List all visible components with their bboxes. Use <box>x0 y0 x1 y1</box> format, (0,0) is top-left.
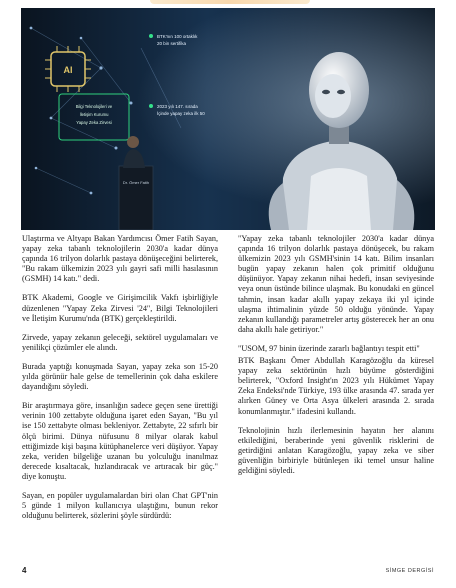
left-paragraph-6: Sayan, en popüler uygulamalardan biri olan Chat GPT'nin 5 günde 1 milyon kullanıcıya ulaştığını, bunun rekor olduğunu belirterek, sözlerini şöyle sürdürdü: <box>22 490 218 521</box>
event-photo <box>21 8 435 230</box>
left-paragraph-1: Ulaştırma ve Altyapı Bakan Yardımcısı Ömer Fatih Sayan, yapay zeka tabanlı teknolojilerin 2030'a kadar dünya çapında 16 trilyon dolarlık pastaya dönüşeceğini belirterek, "Bu rakam ülkemizin 2023 yılı gayri safi milli hasılasının (GSMH) 14 katı." dedi. <box>22 234 218 284</box>
podium <box>119 166 153 230</box>
panel-line-2: İletişim Kurumu <box>79 112 109 117</box>
article-column-left <box>22 234 218 530</box>
robot-chest-plate <box>307 168 371 230</box>
right-paragraph-3: Teknolojinin hızlı ilerlemesinin hayatın her alanını etkilediğini, beraberinde yeni güvenlik risklerini de getirdiğini anlatan Karagözoğlu, yapay zeka ve siber güvenliğin birbiriyle bütünleşen iki temel unsur haline geldiğini söyledi. <box>238 425 434 475</box>
top-band-highlight <box>150 0 310 4</box>
magazine-title: SİMGE DERGİSİ <box>385 568 434 574</box>
stage-illustration <box>21 8 435 230</box>
usom-subheading: "USOM, 97 binin üzerinde zararlı bağlantıyı tespit etti" <box>238 343 420 353</box>
left-paragraph-3: Zirvede, yapay zekanın geleceği, sektörel uygulamaları ve yenilikçi çözümler ele alındı. <box>22 332 218 352</box>
robot-eye-right <box>337 90 345 94</box>
right-paragraph-2: BTK Başkanı Ömer Abdullah Karagözoğlu da küresel yapay zeka sektörünün hızlı büyüme gösterdiğini belirterek, "Oxford Insight'ın 2023 yılı Hükümet Yapay Zeka Endeksi'nde Türkiye, 193 ülke arasında 47. sırada yer alırken Güney ve Orta Asya ülkeleri arasında 2. sırada konumlanmıştır." ifadesini kullandı. <box>238 356 434 416</box>
left-paragraph-2: BTK Akademi, Google ve Girişimcilik Vakfı işbirliğiyle düzenlenen "Yapay Zeka Zirvesi '24", Bilgi Teknolojileri ve İletişim Kurumu'nda (BTK) gerçekleştirildi. <box>22 293 218 323</box>
callout-dot-2 <box>149 104 153 108</box>
top-band <box>0 0 456 6</box>
speaker-caption: Dr. Ömer Fatih <box>122 180 150 185</box>
robot-eye-left <box>322 90 330 94</box>
right-paragraph-1: "Yapay zeka tabanlı teknolojiler 2030'a kadar dünya çapında 16 trilyon dolarlık pastaya dönüşecek, bu rakam ülkemizin 2023 yılı GSMH'sinin 14 katı. Bilim insanları bugün yapay zekanın halen çok primitif olduğunu düşünüyor. Yapay zekanın nihai hedefi, insan seviyesinde veya onun üstünde bilince ulaşmak. Bu konudaki en güncel tahmin, insan kadar akıllı yapay zekaya iki yıl içinde ulaşma ihtimalinin yüzde 50 olduğu yönünde. Yapay zekanın kullandığı parametreler artış gösterecek her an onu daha akıllı hale getiriyor." <box>238 234 434 334</box>
callout-dot-1 <box>149 34 153 38</box>
chip-label: AI <box>63 65 73 75</box>
robot-face-visor <box>315 74 351 118</box>
stat-line-1: 2023 yılı 147. sırada <box>157 104 198 109</box>
page-number: 4 <box>22 566 27 575</box>
left-paragraph-5: Bir araştırmaya göre, insanlığın sadece geçen sene ürettiği verinin 100 zettabyte olduğuna işaret eden Sayan, "Bu yıl ise 150 zettabyte olması bekleniyor. Zettabyte, 22 sıfırlı bir ölçü birimi. Dünya nüfusunu 8 milyar olarak kabul ettiğimizde kişi başına kütüphanelerce veri düşüyor. Yapay zeka, veriden bilgeliğe uzanan bu yolculuğu inanılmaz derecede kısaltacak, hızlandıracak ve artıracak bir güç." diye konuştu. <box>22 401 218 481</box>
stat-line-2: İçinde yapay zeka ilk 50 <box>157 111 205 116</box>
callout-line-2: 20 bin sertifika <box>157 41 187 46</box>
article-column-right <box>238 234 434 485</box>
speaker-head <box>127 136 139 148</box>
panel-line-1: Bilgi Teknolojileri ve <box>75 104 113 109</box>
callout-line-1: BTK'nın 100 ortaklık <box>157 34 198 39</box>
left-paragraph-4: Burada yaptığı konuşmada Sayan, yapay zeka son 15-20 yılda görünür hale gelse de temellerinin çok daha eskilere dayandığını söyledi. <box>22 361 218 392</box>
panel-line-3: Yapay Zeka Zirvesi <box>76 120 112 125</box>
